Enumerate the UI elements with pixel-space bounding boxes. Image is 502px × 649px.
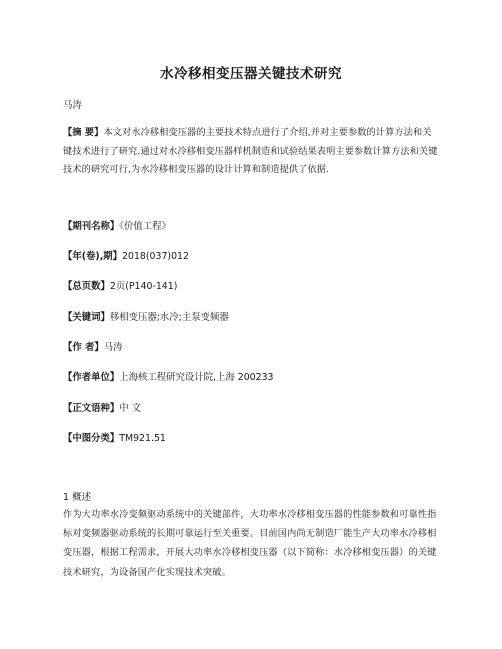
section-body-text: 作为大功率水冷变频驱动系统中的关键部件，大功率水冷移相变压器的性能参数和可靠性指标对变频器驱动系统的长期可靠运行至关重要。目前国内尚无制造厂能生产大功率水冷移相变压器，根据工程需求，开展大功率水冷移相变压器（以下简称：水冷移相变压器）的关键技术研究，为设备国产化实现技术突破。 (63, 509, 437, 578)
meta-language-value: 中 文 (119, 403, 141, 414)
meta-author (63, 342, 123, 354)
author-line: 马涛 (63, 100, 83, 111)
abstract-text: 本文对水冷移相变压器的主要技术特点进行了介绍,并对主要参数的计算方法和关键技术进行了研究.通过对水冷移相变压器样机制造和试验结果表明主要参数计算方法和关键技术的研究可行,为水冷移相变压器的设计计算和制造提供了依据. (63, 127, 438, 176)
meta-year-issue-label: 【年(卷),期】 (63, 251, 123, 262)
abstract-block (63, 124, 438, 180)
meta-language-label: 【正文语种】 (63, 403, 120, 414)
abstract-label: 【摘 要】 (63, 127, 104, 138)
meta-pages-value: 2页(P140-141) (109, 281, 178, 292)
meta-journal-label: 【期刊名称】 (63, 221, 120, 232)
meta-affiliation-value: 上海核工程研究设计院,上海 200233 (119, 372, 274, 383)
meta-classification (63, 433, 166, 445)
meta-year-issue-value: 2018(037)012 (122, 251, 189, 262)
paper-title: 水冷移相变压器关键技术研究 (160, 66, 342, 82)
meta-affiliation (63, 372, 274, 384)
meta-keywords (63, 312, 229, 324)
meta-author-label: 【作 者】 (63, 342, 104, 353)
meta-year-issue (63, 251, 189, 263)
meta-pages-label: 【总页数】 (63, 281, 110, 292)
meta-classification-value: TM921.51 (119, 433, 166, 444)
meta-keywords-label: 【关键词】 (63, 312, 110, 323)
section-heading: 1 概述 (63, 492, 92, 503)
meta-language (63, 403, 141, 415)
meta-classification-label: 【中图分类】 (63, 433, 120, 444)
meta-author-value: 马涛 (103, 342, 123, 353)
meta-keywords-value: 移相变压器;水冷;主泵变频器 (109, 312, 229, 323)
meta-journal (63, 221, 171, 233)
meta-pages (63, 281, 177, 293)
meta-journal-value: 《价值工程》 (119, 221, 171, 232)
meta-affiliation-label: 【作者单位】 (63, 372, 120, 383)
